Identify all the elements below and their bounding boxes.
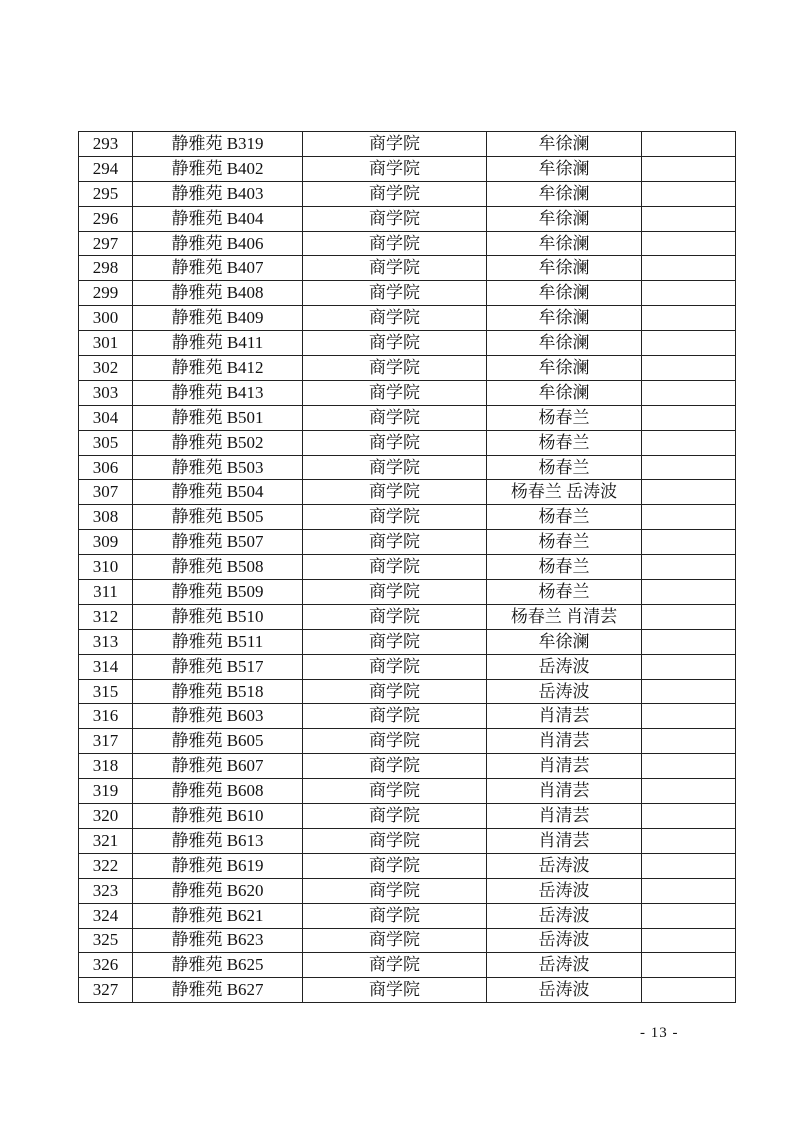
roster-table-body: [79, 132, 736, 1003]
responsible-person-cell: 牟徐澜: [487, 156, 642, 181]
row-number-cell: 310: [79, 555, 133, 580]
remark-cell: [642, 231, 736, 256]
table-row: [79, 530, 736, 555]
college-cell: 商学院: [303, 704, 487, 729]
college-cell: 商学院: [303, 405, 487, 430]
responsible-person-cell: 杨春兰: [487, 530, 642, 555]
college-cell: 商学院: [303, 306, 487, 331]
row-number-cell: 318: [79, 754, 133, 779]
dorm-room-cell: 静雅苑 B508: [133, 555, 303, 580]
remark-cell: [642, 928, 736, 953]
responsible-person-cell: 岳涛波: [487, 953, 642, 978]
row-number-cell: 296: [79, 206, 133, 231]
college-cell: 商学院: [303, 206, 487, 231]
college-cell: 商学院: [303, 455, 487, 480]
row-number-cell: 321: [79, 828, 133, 853]
row-number-cell: 312: [79, 604, 133, 629]
remark-cell: [642, 380, 736, 405]
college-cell: 商学院: [303, 156, 487, 181]
responsible-person-cell: 岳涛波: [487, 679, 642, 704]
table-row: [79, 132, 736, 157]
remark-cell: [642, 356, 736, 381]
remark-cell: [642, 654, 736, 679]
responsible-person-cell: 牟徐澜: [487, 380, 642, 405]
remark-cell: [642, 455, 736, 480]
responsible-person-cell: 杨春兰: [487, 555, 642, 580]
table-row: [79, 654, 736, 679]
row-number-cell: 324: [79, 903, 133, 928]
remark-cell: [642, 156, 736, 181]
college-cell: 商学院: [303, 480, 487, 505]
remark-cell: [642, 629, 736, 654]
responsible-person-cell: 岳涛波: [487, 978, 642, 1003]
remark-cell: [642, 978, 736, 1003]
table-row: [79, 978, 736, 1003]
dorm-room-cell: 静雅苑 B507: [133, 530, 303, 555]
college-cell: 商学院: [303, 281, 487, 306]
table-row: [79, 754, 736, 779]
dorm-room-cell: 静雅苑 B620: [133, 878, 303, 903]
row-number-cell: 307: [79, 480, 133, 505]
responsible-person-cell: 牟徐澜: [487, 331, 642, 356]
dorm-room-cell: 静雅苑 B608: [133, 779, 303, 804]
remark-cell: [642, 779, 736, 804]
row-number-cell: 304: [79, 405, 133, 430]
row-number-cell: 316: [79, 704, 133, 729]
responsible-person-cell: 牟徐澜: [487, 181, 642, 206]
remark-cell: [642, 953, 736, 978]
remark-cell: [642, 679, 736, 704]
row-number-cell: 298: [79, 256, 133, 281]
dorm-room-cell: 静雅苑 B505: [133, 505, 303, 530]
dorm-room-cell: 静雅苑 B623: [133, 928, 303, 953]
responsible-person-cell: 杨春兰 岳涛波: [487, 480, 642, 505]
responsible-person-cell: 杨春兰: [487, 455, 642, 480]
responsible-person-cell: 岳涛波: [487, 654, 642, 679]
table-row: [79, 480, 736, 505]
college-cell: 商学院: [303, 331, 487, 356]
dorm-room-cell: 静雅苑 B409: [133, 306, 303, 331]
row-number-cell: 314: [79, 654, 133, 679]
responsible-person-cell: 杨春兰: [487, 405, 642, 430]
responsible-person-cell: 肖清芸: [487, 729, 642, 754]
college-cell: 商学院: [303, 853, 487, 878]
remark-cell: [642, 505, 736, 530]
row-number-cell: 305: [79, 430, 133, 455]
responsible-person-cell: 岳涛波: [487, 928, 642, 953]
responsible-person-cell: 牟徐澜: [487, 231, 642, 256]
college-cell: 商学院: [303, 654, 487, 679]
college-cell: 商学院: [303, 604, 487, 629]
table-row: [79, 181, 736, 206]
row-number-cell: 311: [79, 580, 133, 605]
responsible-person-cell: 肖清芸: [487, 804, 642, 829]
table-row: [79, 555, 736, 580]
remark-cell: [642, 754, 736, 779]
dorm-room-cell: 静雅苑 B404: [133, 206, 303, 231]
table-row: [79, 953, 736, 978]
row-number-cell: 294: [79, 156, 133, 181]
college-cell: 商学院: [303, 828, 487, 853]
remark-cell: [642, 604, 736, 629]
college-cell: 商学院: [303, 903, 487, 928]
table-row: [79, 629, 736, 654]
dorm-room-cell: 静雅苑 B402: [133, 156, 303, 181]
dorm-room-cell: 静雅苑 B509: [133, 580, 303, 605]
remark-cell: [642, 853, 736, 878]
row-number-cell: 293: [79, 132, 133, 157]
remark-cell: [642, 256, 736, 281]
remark-cell: [642, 306, 736, 331]
remark-cell: [642, 405, 736, 430]
row-number-cell: 319: [79, 779, 133, 804]
dormitory-roster-table: [78, 131, 736, 1003]
table-row: [79, 306, 736, 331]
responsible-person-cell: 肖清芸: [487, 704, 642, 729]
remark-cell: [642, 206, 736, 231]
remark-cell: [642, 704, 736, 729]
dorm-room-cell: 静雅苑 B413: [133, 380, 303, 405]
row-number-cell: 306: [79, 455, 133, 480]
dorm-room-cell: 静雅苑 B503: [133, 455, 303, 480]
dorm-room-cell: 静雅苑 B411: [133, 331, 303, 356]
college-cell: 商学院: [303, 181, 487, 206]
dorm-room-cell: 静雅苑 B605: [133, 729, 303, 754]
table-row: [79, 604, 736, 629]
college-cell: 商学院: [303, 430, 487, 455]
table-row: [79, 231, 736, 256]
row-number-cell: 299: [79, 281, 133, 306]
dorm-room-cell: 静雅苑 B408: [133, 281, 303, 306]
college-cell: 商学院: [303, 878, 487, 903]
responsible-person-cell: 杨春兰: [487, 505, 642, 530]
row-number-cell: 327: [79, 978, 133, 1003]
row-number-cell: 313: [79, 629, 133, 654]
table-row: [79, 256, 736, 281]
college-cell: 商学院: [303, 729, 487, 754]
college-cell: 商学院: [303, 953, 487, 978]
responsible-person-cell: 岳涛波: [487, 853, 642, 878]
remark-cell: [642, 555, 736, 580]
dorm-room-cell: 静雅苑 B610: [133, 804, 303, 829]
table-row: [79, 580, 736, 605]
dorm-room-cell: 静雅苑 B621: [133, 903, 303, 928]
responsible-person-cell: 肖清芸: [487, 828, 642, 853]
remark-cell: [642, 828, 736, 853]
table-row: [79, 380, 736, 405]
dorm-room-cell: 静雅苑 B607: [133, 754, 303, 779]
college-cell: 商学院: [303, 555, 487, 580]
row-number-cell: 303: [79, 380, 133, 405]
dorm-room-cell: 静雅苑 B407: [133, 256, 303, 281]
table-row: [79, 156, 736, 181]
dorm-room-cell: 静雅苑 B501: [133, 405, 303, 430]
responsible-person-cell: 牟徐澜: [487, 629, 642, 654]
dorm-room-cell: 静雅苑 B319: [133, 132, 303, 157]
row-number-cell: 315: [79, 679, 133, 704]
table-row: [79, 405, 736, 430]
table-row: [79, 878, 736, 903]
dorm-room-cell: 静雅苑 B511: [133, 629, 303, 654]
college-cell: 商学院: [303, 380, 487, 405]
table-row: [79, 828, 736, 853]
dorm-room-cell: 静雅苑 B627: [133, 978, 303, 1003]
remark-cell: [642, 181, 736, 206]
table-row: [79, 505, 736, 530]
responsible-person-cell: 岳涛波: [487, 903, 642, 928]
row-number-cell: 297: [79, 231, 133, 256]
dorm-room-cell: 静雅苑 B518: [133, 679, 303, 704]
remark-cell: [642, 903, 736, 928]
responsible-person-cell: 牟徐澜: [487, 306, 642, 331]
row-number-cell: 295: [79, 181, 133, 206]
dorm-room-cell: 静雅苑 B613: [133, 828, 303, 853]
dorm-room-cell: 静雅苑 B603: [133, 704, 303, 729]
remark-cell: [642, 281, 736, 306]
remark-cell: [642, 804, 736, 829]
row-number-cell: 309: [79, 530, 133, 555]
college-cell: 商学院: [303, 505, 487, 530]
remark-cell: [642, 132, 736, 157]
college-cell: 商学院: [303, 530, 487, 555]
responsible-person-cell: 杨春兰: [487, 430, 642, 455]
dorm-room-cell: 静雅苑 B406: [133, 231, 303, 256]
table-row: [79, 206, 736, 231]
college-cell: 商学院: [303, 779, 487, 804]
responsible-person-cell: 杨春兰 肖清芸: [487, 604, 642, 629]
table-row: [79, 455, 736, 480]
dorm-room-cell: 静雅苑 B403: [133, 181, 303, 206]
responsible-person-cell: 牟徐澜: [487, 281, 642, 306]
college-cell: 商学院: [303, 580, 487, 605]
dorm-room-cell: 静雅苑 B517: [133, 654, 303, 679]
row-number-cell: 326: [79, 953, 133, 978]
table-row: [79, 704, 736, 729]
college-cell: 商学院: [303, 679, 487, 704]
responsible-person-cell: 肖清芸: [487, 779, 642, 804]
table-row: [79, 729, 736, 754]
dorm-room-cell: 静雅苑 B625: [133, 953, 303, 978]
college-cell: 商学院: [303, 256, 487, 281]
remark-cell: [642, 331, 736, 356]
table-row: [79, 679, 736, 704]
college-cell: 商学院: [303, 804, 487, 829]
responsible-person-cell: 岳涛波: [487, 878, 642, 903]
row-number-cell: 325: [79, 928, 133, 953]
table-row: [79, 430, 736, 455]
row-number-cell: 317: [79, 729, 133, 754]
college-cell: 商学院: [303, 356, 487, 381]
table-row: [79, 779, 736, 804]
row-number-cell: 323: [79, 878, 133, 903]
table-row: [79, 853, 736, 878]
row-number-cell: 322: [79, 853, 133, 878]
row-number-cell: 300: [79, 306, 133, 331]
dorm-room-cell: 静雅苑 B619: [133, 853, 303, 878]
college-cell: 商学院: [303, 754, 487, 779]
college-cell: 商学院: [303, 629, 487, 654]
college-cell: 商学院: [303, 978, 487, 1003]
row-number-cell: 301: [79, 331, 133, 356]
dorm-room-cell: 静雅苑 B510: [133, 604, 303, 629]
dorm-room-cell: 静雅苑 B412: [133, 356, 303, 381]
responsible-person-cell: 牟徐澜: [487, 356, 642, 381]
remark-cell: [642, 580, 736, 605]
responsible-person-cell: 牟徐澜: [487, 256, 642, 281]
remark-cell: [642, 530, 736, 555]
table-row: [79, 356, 736, 381]
responsible-person-cell: 牟徐澜: [487, 132, 642, 157]
table-row: [79, 928, 736, 953]
table-row: [79, 331, 736, 356]
college-cell: 商学院: [303, 132, 487, 157]
remark-cell: [642, 729, 736, 754]
dorm-room-cell: 静雅苑 B504: [133, 480, 303, 505]
page-number: - 13 -: [640, 1025, 679, 1041]
responsible-person-cell: 杨春兰: [487, 580, 642, 605]
row-number-cell: 302: [79, 356, 133, 381]
remark-cell: [642, 878, 736, 903]
remark-cell: [642, 480, 736, 505]
table-row: [79, 281, 736, 306]
responsible-person-cell: 肖清芸: [487, 754, 642, 779]
college-cell: 商学院: [303, 231, 487, 256]
row-number-cell: 320: [79, 804, 133, 829]
table-row: [79, 804, 736, 829]
dorm-room-cell: 静雅苑 B502: [133, 430, 303, 455]
responsible-person-cell: 牟徐澜: [487, 206, 642, 231]
row-number-cell: 308: [79, 505, 133, 530]
remark-cell: [642, 430, 736, 455]
college-cell: 商学院: [303, 928, 487, 953]
table-row: [79, 903, 736, 928]
